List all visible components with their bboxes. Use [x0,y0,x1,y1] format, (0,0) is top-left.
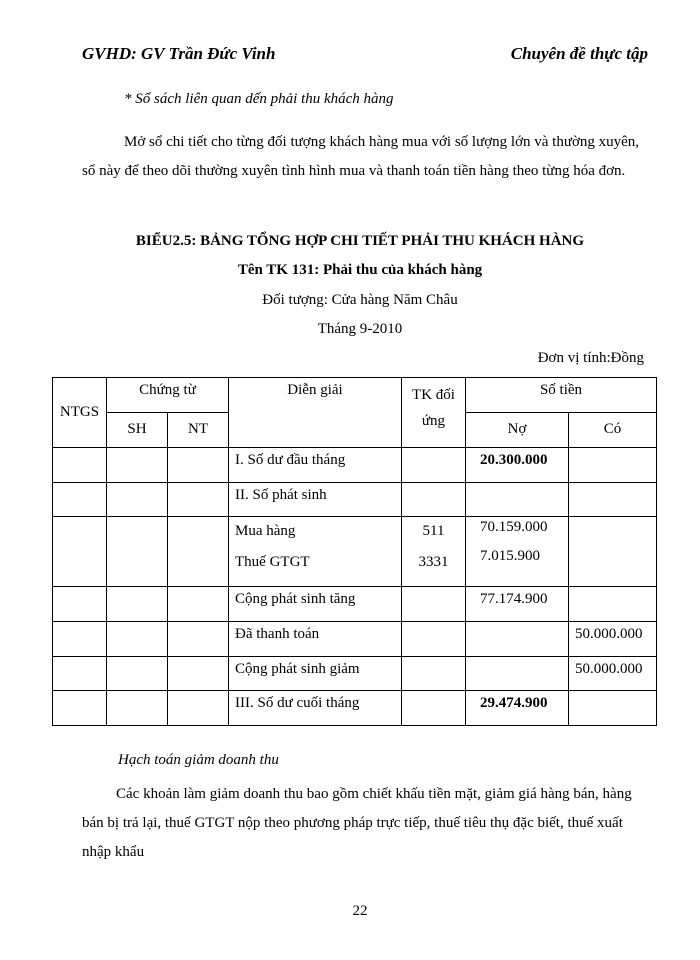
table-row: Đã thanh toán 50.000.000 [53,622,657,657]
section-note: * Sổ sách liên quan dến phải thu khách hàng [124,91,394,107]
currency-unit: Đơn vị tính:Đồng [537,350,644,366]
paragraph-1: Mở sổ chi tiết cho từng đối tượng khách hàng mua với số lượng lớn và thường xuyên, sổ này để theo dõi thường xuyên tình hình mua và thanh toán tiền hàng theo từng hóa đơn. [82,134,640,179]
header-sh: SH [107,413,168,448]
header-chung-tu: Chứng từ [107,378,229,413]
table-title: BIỂU2.5: BẢNG TỔNG HỢP CHI TIẾT PHẢI THU KHÁCH HÀNG [135,233,585,249]
table-row-group: Mua hàng Thuế GTGT 511 3331 70.159.000 7.015.900 [53,517,657,587]
table-row: III. Số dư cuối tháng 29.474.900 [53,691,657,726]
table-row: Cộng phát sinh tăng 77.174.900 [53,587,657,622]
header-tk-doi-ung: TK đối ứng [402,378,466,448]
header-right: Chuyên đề thực tập [510,44,648,63]
paragraph-2: Các khoản làm giảm doanh thu bao gồm chiết khấu tiền mặt, giảm giá hàng bán, hàng bán bị trả lại, thuế GTGT nộp theo phương pháp trực tiếp, thuế tiêu thụ đặc biết, thuế xuất nhập khẩu [82,786,632,860]
receivables-table [52,377,657,726]
header-no: Nợ [466,413,569,448]
page-number: 22 [352,903,368,919]
account-name: Tên TK 131: Phải thu của khách hàng [237,262,483,278]
header-dien-giai: Diễn giải [229,378,402,448]
header-ntgs: NTGS [53,378,107,448]
table-row: Cộng phát sinh giảm 50.000.000 [53,657,657,691]
section-subheading: Hạch toán giảm doanh thu [118,752,279,768]
header-left: GVHD: GV Trần Đức Vinh [82,44,276,63]
period: Tháng 9-2010 [317,321,403,337]
header-so-tien: Số tiền [466,378,657,413]
header-nt: NT [168,413,229,448]
table-row: II. Số phát sinh [53,483,657,517]
header-co: Có [569,413,657,448]
table-row: I. Số dư đầu tháng 20.300.000 [53,448,657,483]
customer-name: Đối tượng: Cửa hàng Năm Châu [262,292,458,308]
